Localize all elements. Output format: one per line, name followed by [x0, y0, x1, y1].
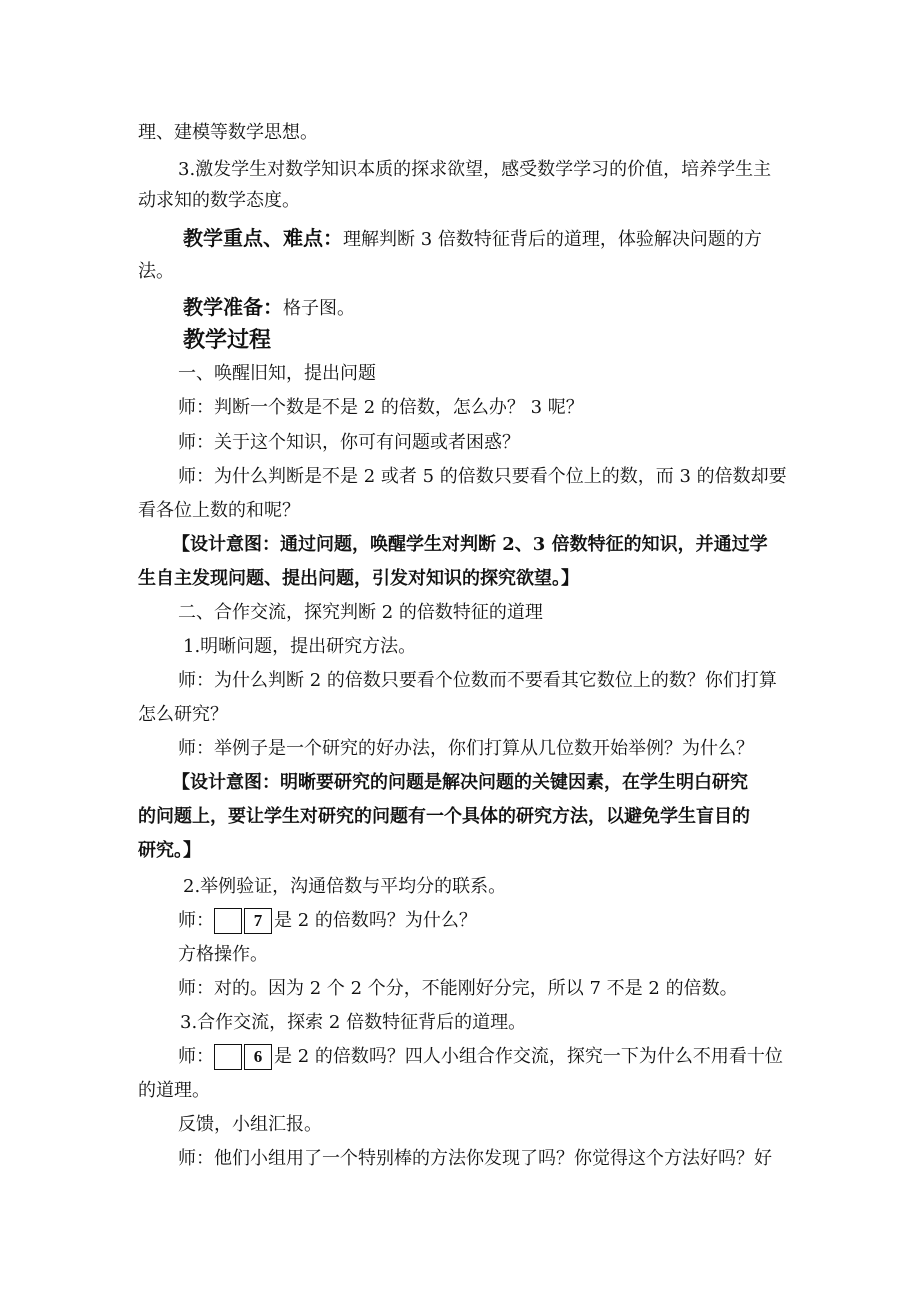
text-line: 法。	[138, 261, 174, 282]
design-intent-1-cont: 生自主发现问题、提出问题，引发对知识的探究欲望。】	[138, 568, 579, 589]
question-text: 是 2 的倍数吗？为什么？	[274, 910, 477, 931]
speaker-label: 师：	[178, 910, 214, 931]
text-line: 2.举例验证，沟通倍数与平均分的联系。	[183, 876, 507, 897]
speaker-label: 师：	[178, 1046, 214, 1067]
text-line: 反馈，小组汇报。	[178, 1114, 322, 1135]
text-line: 师：对的。因为 2 个 2 个分，不能刚好分完，所以 7 不是 2 的倍数。	[178, 978, 738, 999]
text-line: 理、建模等数学思想。	[138, 122, 318, 143]
design-intent-2-cont: 的问题上，要让学生对研究的问题有一个具体的研究方法，以避免学生盲目的	[138, 806, 750, 827]
text-line: 怎么研究？	[138, 704, 228, 725]
preparation-label: 教学准备：	[183, 295, 283, 319]
grid-cell-ones: 7	[244, 908, 272, 934]
design-intent-1: 【设计意图：通过问题，唤醒学生对判断 2、3 倍数特征的知识，并通过学	[172, 534, 768, 555]
question-text: 是 2 的倍数吗？四人小组合作交流，探究一下为什么不用看十位	[274, 1046, 783, 1067]
text-line: 师：他们小组用了一个特别棒的方法你发现了吗？你觉得这个方法好吗？好	[178, 1148, 772, 1169]
text-line: 师：为什么判断是不是 2 或者 5 的倍数只要看个位上的数，而 3 的倍数却要	[178, 466, 787, 487]
goal-3-line: 3.激发学生对数学知识本质的探求欲望，感受数学学习的价值，培养学生主	[178, 159, 772, 180]
text-line: 师：关于这个知识，你可有问题或者困惑？	[178, 432, 520, 453]
key-points-label: 教学重点、难点：	[183, 226, 343, 250]
text-line: 方格操作。	[178, 944, 268, 965]
text-line: 看各位上数的和呢？	[138, 500, 300, 521]
section-heading: 教学过程	[183, 327, 272, 353]
grid-question-6	[178, 1042, 783, 1070]
key-points-text: 理解判断 3 倍数特征背后的道理，体验解决问题的方	[343, 229, 762, 250]
text-line: 的道理。	[138, 1080, 210, 1101]
grid-box	[214, 1044, 274, 1070]
text-line: 师：判断一个数是不是 2 的倍数，怎么办？ 3 呢？	[178, 397, 584, 418]
grid-question-7	[178, 906, 477, 934]
text-line: 师：举例子是一个研究的好办法，你们打算从几位数开始举例？为什么？	[178, 738, 754, 759]
key-points-paragraph	[183, 222, 762, 251]
text-line: 1.明晰问题，提出研究方法。	[183, 636, 417, 657]
preparation-text: 格子图。	[283, 298, 355, 319]
design-intent-2: 【设计意图：明晰要研究的问题是解决问题的关键因素，在学生明白研究	[172, 772, 748, 793]
design-intent-2-end: 研究。】	[138, 840, 201, 861]
grid-cell-tens	[214, 1044, 242, 1070]
grid-cell-tens	[214, 908, 242, 934]
text-line: 3.合作交流，探索 2 倍数特征背后的道理。	[180, 1012, 527, 1033]
grid-cell-ones: 6	[244, 1044, 272, 1070]
text-line: 师：为什么判断 2 的倍数只要看个位数而不要看其它数位上的数？你们打算	[178, 670, 777, 691]
section-1-title: 一、唤醒旧知，提出问题	[178, 363, 376, 384]
section-2-title: 二、合作交流，探究判断 2 的倍数特征的道理	[178, 602, 543, 623]
preparation-paragraph	[183, 291, 355, 320]
text-line: 动求知的数学态度。	[138, 190, 300, 211]
grid-box	[214, 908, 274, 934]
